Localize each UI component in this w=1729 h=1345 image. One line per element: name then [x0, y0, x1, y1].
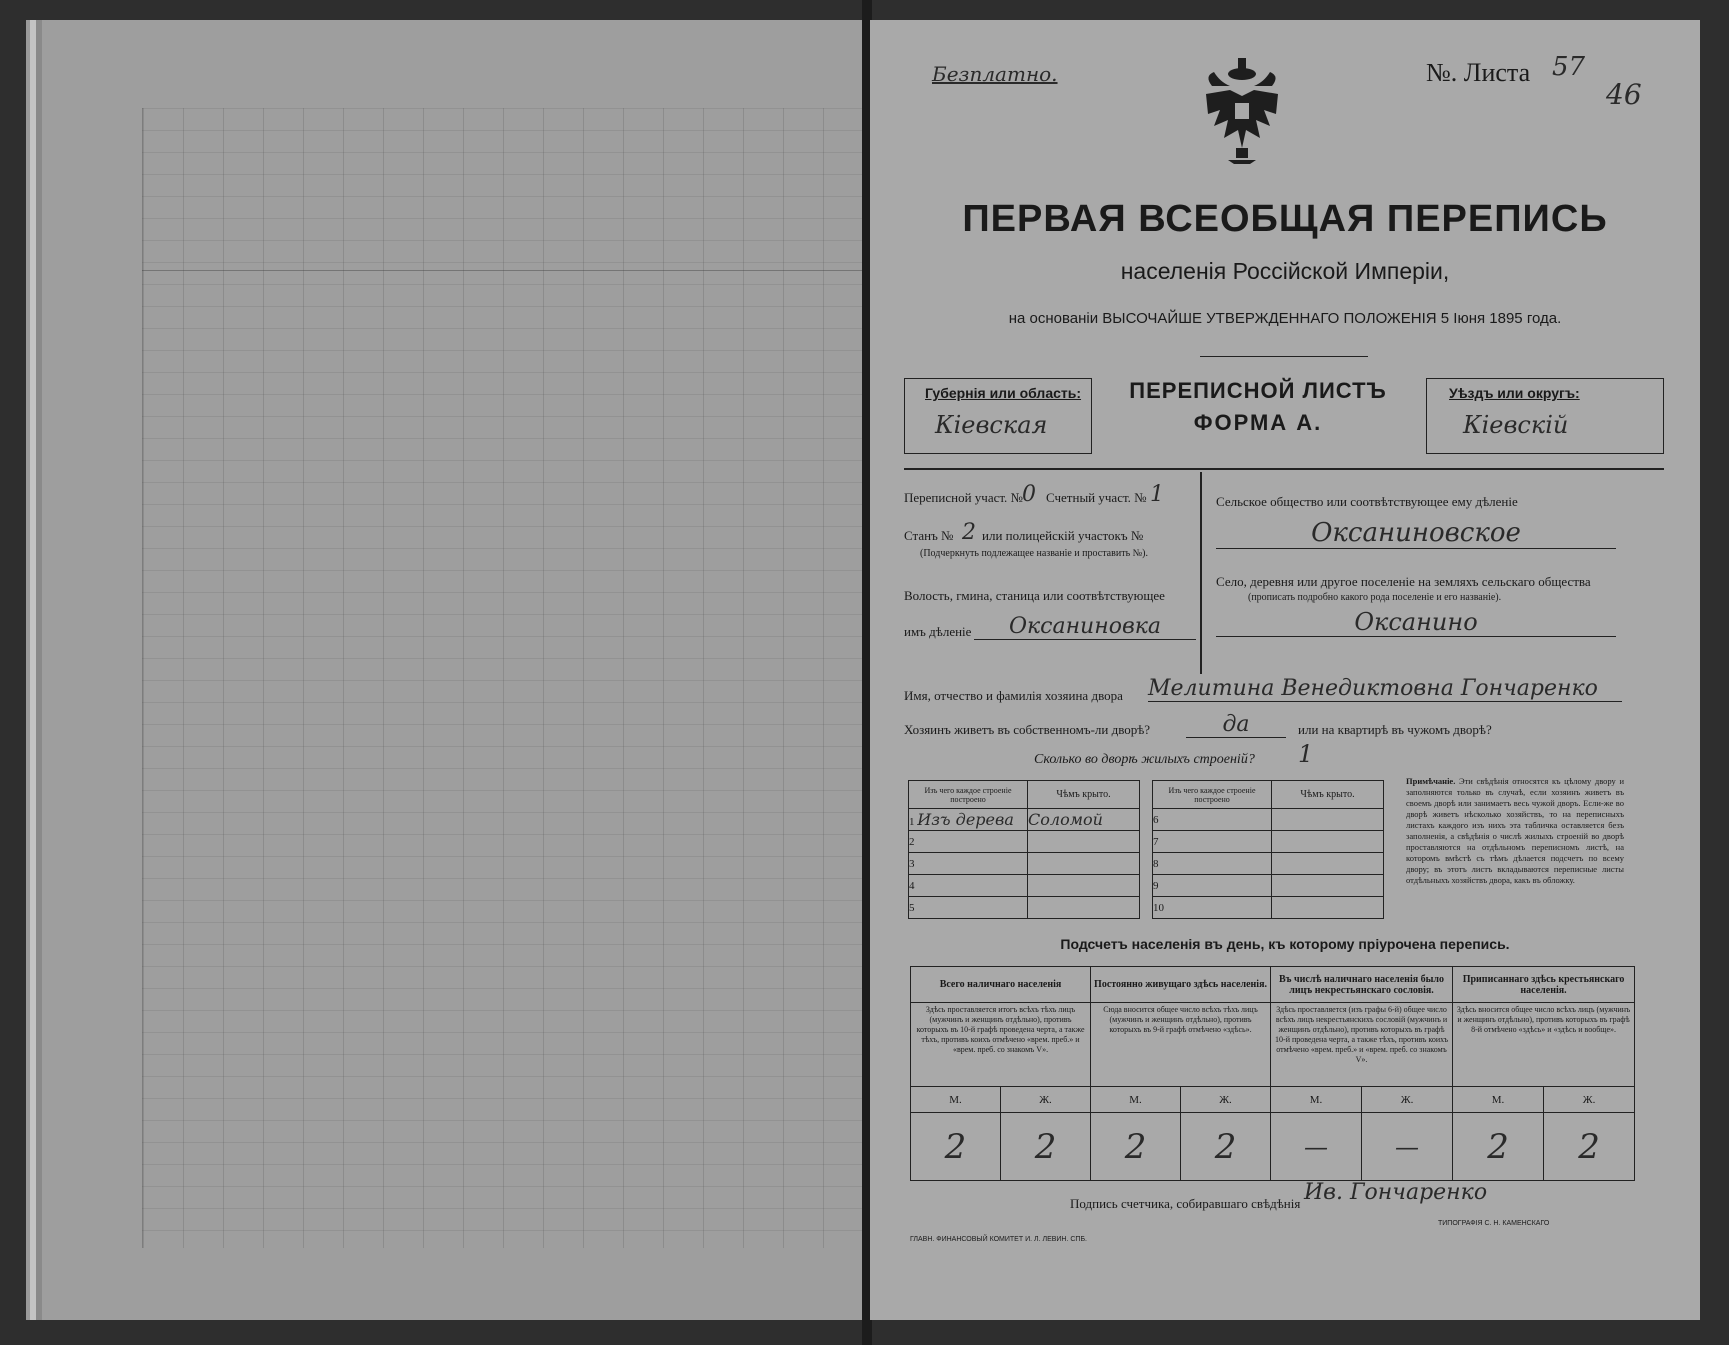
society-label: Сельское общество или соотвѣтствующее ему дѣленіе [1216, 494, 1518, 509]
row-number: 6 [1153, 813, 1159, 826]
table-row [1153, 875, 1384, 897]
material-header: Изъ чего каждое строеніе построено [1153, 781, 1272, 809]
table-row [909, 853, 1140, 875]
population-value: 2 [1001, 1113, 1091, 1181]
village-label: Село, деревня или другое поселеніе на земляхъ сельскаго общества [1216, 574, 1591, 589]
district-box [1426, 378, 1664, 454]
count-section-label: Счетный участ. № [1046, 490, 1147, 505]
printer-right: ТИПОГРАФІЯ С. Н. КАМЕНСКАГО [1438, 1220, 1550, 1227]
stan-label: Станъ № [904, 528, 954, 543]
population-col-2-title: Постоянно живущаго здѣсь населенія. [1091, 967, 1271, 1003]
material-header: Изъ чего каждое строеніе построено [909, 781, 1028, 809]
female-header: Ж. [1544, 1087, 1635, 1113]
population-col-3-desc: Здѣсь проставляется (изъ графы 6-й) общее число всѣхъ лицъ некрестьянскихъ сословій (мужчинъ и женщинъ отдѣльно), противъ которыхъ въ графѣ 10-й проведена черта, а также тѣхъ, противъ коихъ отмѣчено «врем. преб.» и «врем. преб. со знакомъ V». [1271, 1003, 1453, 1087]
table-row [909, 831, 1140, 853]
table-row [909, 897, 1140, 919]
own-yard-value: да [1186, 712, 1286, 738]
buildings-count-label: Сколько во дворѣ жилыхъ строеній? [1034, 752, 1255, 767]
free-label: Безплатно. [932, 62, 1058, 86]
volost-label: Волость, гмина, станица или соотвѣтствующее [904, 588, 1165, 603]
underline-note: (Подчеркнуть подлежащее названіе и проставить №). [920, 548, 1148, 559]
row-number: 10 [1153, 901, 1164, 914]
row-number: 7 [1153, 835, 1159, 848]
table-row [1153, 809, 1384, 831]
signature-value: Ив. Гончаренко [1304, 1180, 1488, 1205]
volost-value: Оксаниновка [974, 614, 1196, 640]
population-col-4-desc: Здѣсь вносится общее число всѣхъ лицъ (мужчинъ и женщинъ отдѣльно), противъ которыхъ въ графѣ 8-й отмѣчено «здѣсь» и «здѣсь и вообще». [1453, 1003, 1635, 1087]
count-section-value: 1 [1150, 482, 1164, 507]
population-col-4-title: Приписаннаго здѣсь крестьянскаго населенія. [1453, 967, 1635, 1003]
table-row [909, 875, 1140, 897]
table-row [909, 809, 1140, 831]
population-col-2-desc: Сюда вносится общее число всѣхъ тѣхъ лицъ (мужчинъ и женщинъ отдѣльно), противъ которыхъ въ 9-й графѣ отмѣчено «здѣсь». [1091, 1003, 1271, 1087]
society-value: Оксаниновское [1216, 518, 1616, 549]
population-table [910, 966, 1635, 1181]
population-value: 2 [1091, 1113, 1181, 1181]
double-headed-eagle-emblem [1200, 56, 1284, 166]
population-value: 2 [1181, 1113, 1271, 1181]
male-header: М. [1453, 1087, 1544, 1113]
note-text: Эти свѣдѣнія относятся къ цѣлому двору и заполняются только въ случаѣ, если хозяинъ живетъ въ своемъ дворѣ или занимаетъ весь чужой дворъ. Если-же во дворѣ живетъ нѣсколько хозяйствъ, то на переписныхъ листахъ каждого изъ нихъ эта табличка оставляется безъ заполненія, а свѣдѣнія о числѣ жилыхъ строеній во дворѣ проставляются на отдѣльномъ переписномъ листѣ, на которомъ вмѣстѣ съ тѣмъ дѣлается подсчетъ по всему двору; въ этотъ листъ вкладываются переписные листы отдѣльныхъ хозяйствъ двора, какъ въ обложку. [1406, 776, 1624, 885]
village-value: Оксанино [1216, 608, 1616, 637]
district-label: Уѣздъ или округъ: [1449, 385, 1580, 401]
stan-value: 2 [962, 520, 976, 545]
census-section-value: 0 [1022, 482, 1036, 507]
population-value: 2 [1544, 1113, 1635, 1181]
row-number: 9 [1153, 879, 1159, 892]
owner-name-value: Мелитина Венедиктовна Гончаренко [1148, 676, 1622, 702]
left-page [42, 20, 862, 1320]
form-title: ПЕРВАЯ ВСЕОБЩАЯ ПЕРЕПИСЬ [962, 198, 1608, 240]
form-type-title: ПЕРЕПИСНОЙ ЛИСТЪ [1129, 378, 1387, 403]
row-number: 8 [1153, 857, 1159, 870]
population-col-3-title: Въ числѣ наличнаго населенія было лицъ некрестьянскаго сословія. [1271, 967, 1453, 1003]
population-value: 2 [911, 1113, 1001, 1181]
fields-divider [1200, 472, 1202, 674]
roof-header: Чѣмъ крыто. [1272, 781, 1384, 809]
census-form-page [870, 20, 1700, 1320]
male-header: М. [911, 1087, 1001, 1113]
male-header: М. [1091, 1087, 1181, 1113]
form-header-row [904, 378, 1664, 470]
buildings-table-left [908, 780, 1140, 919]
population-col-1-desc: Здѣсь проставляется итогъ всѣхъ тѣхъ лицъ (мужчинъ и женщинъ отдѣльно), противъ которыхъ въ 10-й графѣ проведена черта, а также тѣхъ, противъ коихъ отмѣчено «врем. преб.» и «врем. преб. со знакомъ V». [911, 1003, 1091, 1087]
signature-label: Подпись счетчика, собиравшаго свѣдѣнія [1070, 1196, 1301, 1211]
building-material: Изъ дерева [917, 810, 1014, 829]
table-row [1153, 831, 1384, 853]
table-row [1153, 897, 1384, 919]
sheet-number-value: 57 [1552, 52, 1586, 82]
province-value: Кіевская [935, 411, 1048, 439]
buildings-count-value: 1 [1298, 740, 1314, 768]
rent-yard-label: или на квартирѣ въ чужомъ дворѣ? [1298, 722, 1492, 737]
province-box [904, 378, 1092, 454]
female-header: Ж. [1362, 1087, 1453, 1113]
ornament-divider [1200, 356, 1368, 357]
row-number: 3 [909, 857, 915, 870]
form-basis: на основаніи ВЫСОЧАЙШЕ УТВЕРЖДЕННАГО ПОЛОЖЕНІЯ 5 Іюня 1895 года. [1008, 310, 1562, 327]
volost-label-continued: имъ дѣленіе [904, 624, 972, 639]
building-roof: Соломой [1028, 809, 1140, 831]
archive-number: 46 [1606, 78, 1642, 111]
female-header: Ж. [1181, 1087, 1271, 1113]
village-note: (прописать подробно какого рода поселеніе и его названіе). [1248, 592, 1502, 603]
province-label: Губернія или область: [925, 385, 1082, 401]
row-number: 4 [909, 879, 915, 892]
table-row [1153, 853, 1384, 875]
population-heading: Подсчетъ населенія въ день, къ которому пріурочена перепись. [1060, 936, 1510, 952]
population-value: 2 [1453, 1113, 1544, 1181]
population-value: — [1271, 1113, 1362, 1181]
female-header: Ж. [1001, 1087, 1091, 1113]
own-yard-label: Хозяинъ живетъ въ собственномъ-ли дворѣ? [904, 722, 1151, 737]
note-label: Примѣчаніе. [1406, 776, 1456, 786]
show-through-grid [142, 108, 862, 1248]
row-number: 2 [909, 835, 915, 848]
police-station-label: или полицейскій участокъ № [982, 528, 1144, 543]
form-type-subtitle: ФОРМА А. [1193, 410, 1323, 435]
sheet-number-label: №. Листа [1426, 58, 1531, 87]
owner-name-label: Имя, отчество и фамилія хозяина двора [904, 688, 1123, 703]
note-block [1406, 776, 1624, 886]
form-subtitle: населенія Россійской Имперіи, [1120, 258, 1450, 284]
printer-left: ГЛАВН. ФИНАНСОВЫЙ КОМИТЕТ И. Л. ЛЕВИН. СПБ. [910, 1236, 1088, 1243]
buildings-table-right [1152, 780, 1384, 919]
male-header: М. [1271, 1087, 1362, 1113]
roof-header: Чѣмъ крыто. [1028, 781, 1140, 809]
census-section-label: Переписной участ. № [904, 490, 1023, 505]
population-value: — [1362, 1113, 1453, 1181]
row-number: 1 [909, 816, 915, 828]
population-col-1-title: Всего наличнаго населенія [911, 967, 1091, 1003]
district-value: Кіевскій [1463, 411, 1569, 439]
row-number: 5 [909, 901, 915, 914]
